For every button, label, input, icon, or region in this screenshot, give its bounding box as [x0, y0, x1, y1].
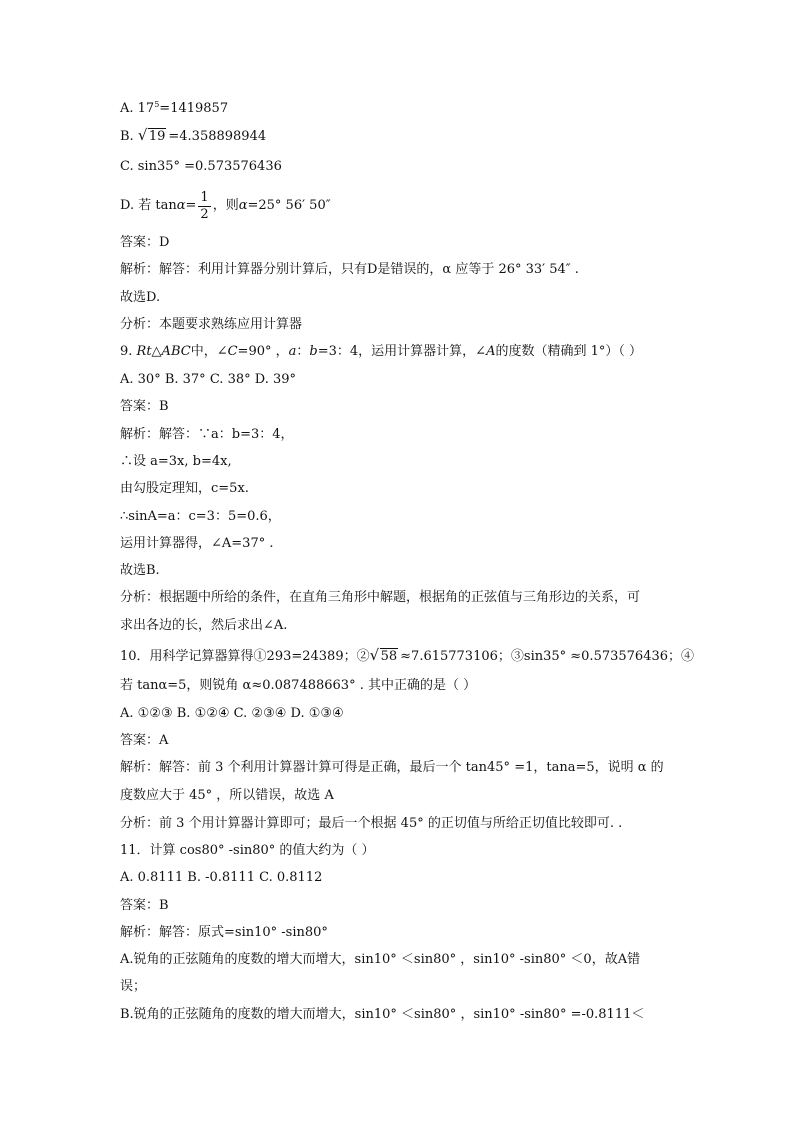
option-d-alpha-2: α	[238, 198, 248, 213]
option-d-eq: =	[185, 198, 197, 213]
analysis-10: 分析：前 3 个用计算器计算即可；最后一个根据 45° 的正切值与所给正切值比较即可. .	[120, 816, 623, 831]
q11-options: A. 0.8111 B. -0.8111 C. 0.8112	[120, 870, 323, 885]
explanation-9-a: 解析：解答：∵a：b=3：4，	[120, 427, 294, 442]
q9-number: 9.	[120, 344, 137, 359]
q9-var-a: a	[288, 344, 297, 359]
sqrt-symbol	[370, 648, 399, 666]
answer-9: 答案：B	[120, 399, 169, 414]
option-a-exponent: 5	[154, 100, 160, 109]
q9-var-b: b	[309, 344, 318, 359]
q9-colon: ：	[296, 344, 310, 359]
option-d-rest: =25° 56′ 50″	[247, 198, 331, 213]
explanation-9-b: ∴设 a=3x, b=4x,	[120, 454, 232, 469]
q10-radicand: 58	[380, 649, 398, 664]
q9-var-A: A	[486, 344, 496, 359]
explanation-11: 解析：解答：原式=sin10° -sin80°	[120, 925, 328, 940]
fraction-denominator: 2	[200, 206, 209, 222]
analysis-9-a: 分析：根据题中所给的条件，在直角三角形中解题，根据角的正弦值与三角形边的关系，可	[120, 590, 641, 605]
question-9	[120, 343, 684, 361]
option-d	[120, 186, 684, 226]
selection-8: 故选D.	[120, 290, 161, 305]
option-a-prefix: A. 17	[120, 101, 155, 116]
option-a-rest: =1419857	[159, 101, 229, 116]
option-a	[120, 96, 684, 118]
option-b-radicand: 19	[148, 129, 166, 144]
q10-options: A. ①②③ B. ①②④ C. ②③④ D. ①③④	[120, 706, 344, 721]
explanation-11-b: B.锐角的正弦随角的度数的增大而增大，sin10° ＜sin80° ，sin10° -sin80° =-0.8111＜	[120, 1007, 645, 1022]
fraction-numerator: 1	[200, 189, 209, 205]
q9-text-3: =3：4，运用计算器计算，∠	[317, 344, 487, 359]
q9-options: A. 30° B. 37° C. 38° D. 39°	[120, 372, 297, 387]
q9-text-2: =90° ，	[237, 344, 289, 359]
explanation-10-b: 度数应大于 45° ，所以错误，故选 A	[120, 788, 334, 803]
explanation-11-a1: A.锐角的正弦随角的度数的增大而增大，sin10° ＜sin80° ，sin10° -sin80° ＜0，故A错	[120, 952, 641, 967]
q9-text-1: 中，∠	[190, 344, 228, 359]
option-b-prefix: B.	[120, 129, 138, 144]
explanation-9-e: 运用计算器得，∠A=37° .	[120, 536, 274, 551]
q9-triangle: Rt△ABC	[136, 344, 191, 359]
option-b-rest: =4.358898944	[168, 129, 267, 144]
option-d-alpha: α	[176, 198, 186, 213]
analysis-8: 分析：本题要求熟练应用计算器	[120, 317, 303, 332]
selection-9: 故选B.	[120, 563, 160, 578]
explanation-9-d: ∴sinA=a：c=3：5=0.6，	[120, 509, 281, 524]
q9-var-c: C	[227, 344, 238, 359]
explanation-9-c: 由勾股定理知，c=5x.	[120, 481, 249, 496]
answer-10: 答案：A	[120, 733, 169, 748]
option-d-prefix: D. 若 tan	[120, 198, 177, 213]
answer-8: 答案：D	[120, 235, 170, 250]
question-10-b: 若 tanα=5，则锐角 α≈0.087488663° . 其中正确的是（ ）	[120, 678, 477, 693]
explanation-11-a2: 误；	[120, 979, 147, 994]
explanation-10-a: 解析：解答：前 3 个利用计算器计算可得是正确，最后一个 tan45° =1，tana=5，说明 α 的	[120, 760, 664, 775]
option-d-mid: ，则	[212, 198, 239, 213]
question-10-a	[120, 648, 695, 666]
q10-text-1: 10．用科学记算器算得①293=24389；②	[120, 649, 370, 664]
option-c: C. sin35° =0.573576436	[120, 159, 282, 174]
fraction	[198, 190, 210, 223]
q10-text-2: ≈7.615773106；③sin35° ≈0.573576436；④	[400, 649, 695, 664]
explanation-8: 解析：解答：利用计算器分别计算后，只有D是错误的，α 应等于 26° 33′ 54″ .	[120, 262, 579, 277]
sqrt-symbol	[138, 128, 167, 146]
option-b	[120, 128, 684, 146]
question-11: 11．计算 cos80° -sin80° 的值大约为（ ）	[120, 843, 375, 858]
answer-11: 答案：B	[120, 898, 169, 913]
analysis-9-b: 求出各边的长，然后求出∠A.	[120, 618, 288, 633]
q9-text-4: 的度数（精确到 1°）（ ）	[495, 344, 642, 359]
